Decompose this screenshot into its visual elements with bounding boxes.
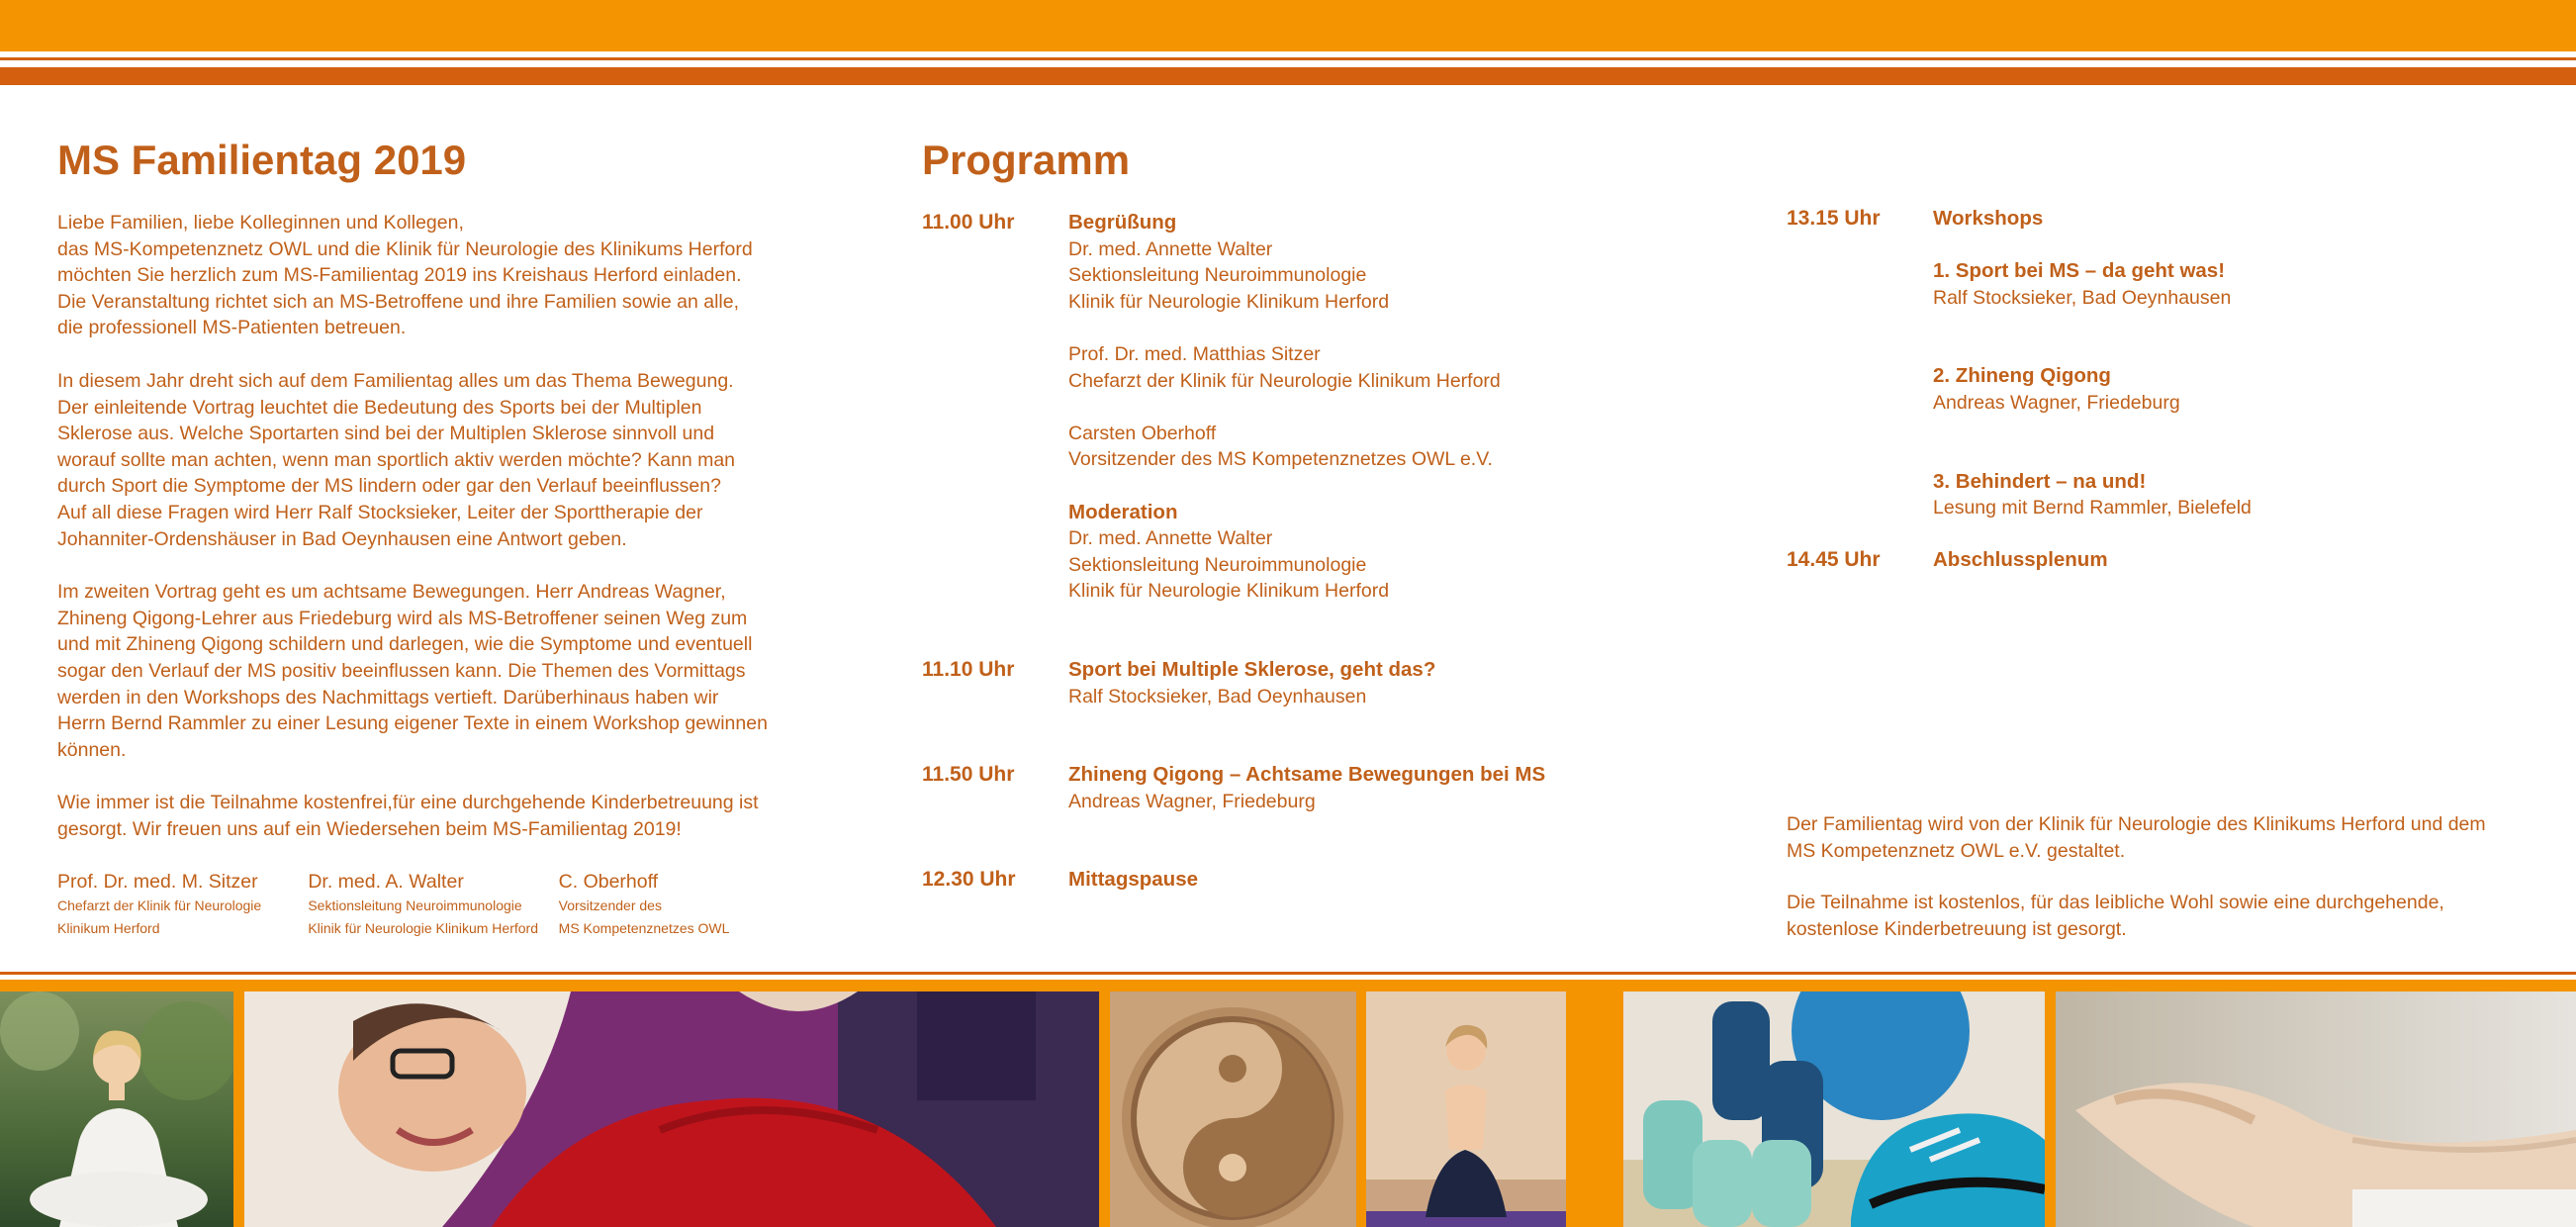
program-item-lunch: 12.30 Uhr Mittagspause [922, 868, 1198, 892]
workshop-2-title: 2. Zhineng Qigong [1933, 364, 2111, 388]
top-stripe [0, 67, 2576, 85]
program-item-greeting: 11.00 Uhr Begrüßung Dr. med. Annette Walter Sektionsleitung Neuroimmunologie Klinik für Neurologie Klinikum Herford Prof. Dr. med. Matthias Sitzer Chefarzt der Klinik für Neurologie Klinikum Herford Carsten Oberhoff Vorsitzender des MS Kompetenznetzes OWL e.V. Moderation Dr. med. Annette Walter Sektionsleitung Neuroimmunologie Klinik für Neurologie Klinikum Herford [922, 211, 1501, 603]
signatures [57, 869, 809, 940]
intro-column [57, 137, 809, 940]
program-column [922, 137, 1753, 894]
intro-paragraph-4: Wie immer ist die Teilnahme kostenfrei,für eine durchgehende Kinderbetreuung ist gesorgt. Wir freuen uns auf ein Wiedersehen beim MS-Familientag 2019! [57, 792, 759, 840]
intro-paragraph-3: Im zweiten Vortrag geht es um achtsame Bewegungen. Herr Andreas Wagner, Zhineng Qigong-Lehrer aus Friedeburg wird als MS-Betroffener seinen Weg zum und mit Zhineng Qigong schildern und darlegen, wie die Symptome und eventuell sogar den Verlauf der MS positiv beeinflussen kann. Die Themen des Vormittags werden in den Workshops des Nachmittags vertieft. Darüberhinaus haben wir Herrn Bernd Rammler zu einer Lesung eigener Texte in einem Workshop gewinnen können. [57, 581, 768, 761]
program-item-plenum: 14.45 Uhr Abschlussplenum [1787, 548, 2108, 572]
lying-woman-photo [244, 991, 1099, 1227]
workshop-1-title: 1. Sport bei MS – da geht was! [1933, 259, 2226, 283]
workshop-3-title: 3. Behindert – na und! [1933, 469, 2147, 493]
note-1: Der Familientag wird von der Klinik für Neurologie des Klinikums Herford und dem MS Kompetenznetz OWL e.V. gestaltet. [1787, 813, 2486, 862]
signature-walter: Dr. med. A. Walter Sektionsleitung Neuroimmunologie Klinik für Neurologie Klinikum Herford [308, 871, 538, 937]
closing-notes [1787, 811, 2558, 968]
program-item-talk1: 11.10 Uhr Sport bei Multiple Sklerose, geht das? Ralf Stocksieker, Bad Oeynhausen [922, 657, 1436, 708]
intro-paragraph-2: In diesem Jahr dreht sich auf dem Familientag alles um das Thema Bewegung. Der einleitende Vortrag leuchtet die Bedeutung des Sports bei der Multiplen Sklerose aus. Welche Sportarten sind bei der Multiplen Sklerose sinnvoll und worauf sollte man achten, wenn man sportlich aktiv werden möchte? Kann man durch Sport die Symptome der MS lindern oder gar den Verlauf beeinflussen? Auf all diese Fragen wird Herr Ralf Stocksieker, Leiter der Sporttherapie der Johanniter-Ordenshäuser in Bad Oeynhausen eine Antwort geben. [57, 369, 736, 550]
dumbbells-shoes-photo [1623, 991, 2045, 1227]
bottom-orange-band [0, 980, 2576, 991]
hand-photo [2056, 991, 2576, 1227]
signature-sitzer: Prof. Dr. med. M. Sitzer Chefarzt der Klinik für Neurologie Klinikum Herford [57, 871, 262, 937]
intro-paragraph-1: Liebe Familien, liebe Kolleginnen und Kollegen, das MS-Kompetenznetz OWL und die Klinik für Neurologie des Klinikums Herford möchten Sie herzlich zum MS-Familientag 2019 ins Kreishaus Herford einladen. Die Veranstaltung richtet sich an MS-Betroffene und ihre Familien sowie an alle, die professionell MS-Patienten betreuen. [57, 212, 753, 339]
yin-yang-photo [1110, 991, 1356, 1227]
afternoon-column [1787, 206, 2538, 574]
meditation-photo [0, 991, 233, 1227]
note-2: Die Teilnahme ist kostenlos, für das leibliche Wohl sowie eine durchgehende, kostenlose Kinderbetreuung ist gesorgt. [1787, 892, 2444, 940]
yoga-woman-photo [1366, 991, 1566, 1227]
top-thin-line [0, 57, 2576, 60]
intro-text [57, 210, 809, 842]
photo-strip [0, 991, 2576, 1227]
program-item-workshops: 13.15 Uhr Workshops 1. Sport bei MS – da geht was! Ralf Stocksieker, Bad Oeynhausen 2. Zhineng Qigong Andreas Wagner, Friedeburg 3. Behindert – na und! Lesung mit Bernd Rammler, Bielefeld [1787, 206, 2538, 521]
top-orange-band [0, 0, 2576, 51]
bottom-thin-line [0, 972, 2576, 975]
program-title: Programm [922, 137, 1131, 183]
program-item-talk2: 11.50 Uhr Zhineng Qigong – Achtsame Bewegungen bei MS Andreas Wagner, Friedeburg [922, 763, 1546, 812]
page-title: MS Familientag 2019 [57, 137, 467, 183]
signature-oberhoff: C. Oberhoff Vorsitzender des MS Kompetenznetzes OWL [558, 871, 730, 937]
program-list [922, 210, 1753, 894]
